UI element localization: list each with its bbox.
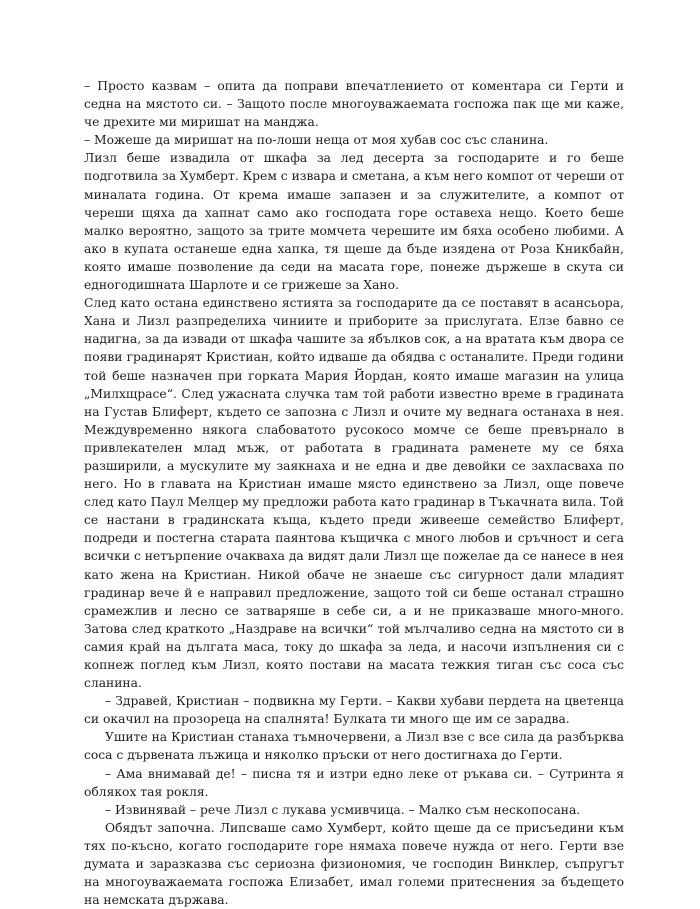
paragraph-8: – Извинявай – рече Лизл с лукава усмивчица. – Малко съм нескопосана.	[105, 802, 581, 817]
paragraph-5: – Здравей, Кристиан – подвикна му Герти. – Какви хубави пердета на цветенца си окачил на прозореца на спалнята! Булката ти много ще им се зарадва.	[84, 694, 624, 727]
paragraph-2: – Можеше да миришат на по-лоши неща от моя хубав сос със сланина.	[84, 133, 549, 148]
paragraph-1: – Просто казвам – опита да поправи впечатлението от коментара си Герти и седна на мястото си. – Защото после многоуважаемата госпожа пак ще ми каже, че дрехите ми миришат на манджа.	[84, 79, 624, 130]
paragraph-3: Лизл беше извадила от шкафа за лед десерта за господарите и го беше подготвила за Хумберт. Крем с извара и сметана, а към него компот от череши от миналата година. От крема имаше запазен и за служителите, а компот от череши щяха да хапнат само ако господата горе оставеха нещо. Което беше малко вероятно, защото за трите момчета черешите им бяха особено любими. А ако в купата останеше една хапка, тя щеше да бъде изядена от Роза Кникбайн, която имаше позволение да седи на масата горе, понеже държеше в скута си едногодишната Шарлоте и се грижеше за Хано.	[84, 151, 625, 293]
paragraph-9: Обядът започна. Липсваше само Хумберт, който щеше да се присъедини към тях по-късно, когато господарите горе нямаха повече нужда от него. Герти взе думата и заразказва със сериозна физиономия, че господин Винклер, съпругът на многоуважаемата госпожа Елизабет, имал големи притеснения за бъдещето на немската държава.	[84, 820, 624, 908]
paragraph-4: След като остана единствено ястията за господарите да се поставят в асансьора, Хана и Лизл разпределиха чиниите и приборите за прислугата. Елзе бавно се надигна, за да извади от шкафа чашите за ябълков сок, а на вратата към двора се появи градинарят Кристиан, който идваше да обядва с останалите. Преди години той беше назначен при горката Мария Йордан, която имаше магазин на улица „Милхщрасе“. След ужасната случка там той работи известно време в градината на Густав Блиферт, където се запозна с Лизл и очите му веднага останаха в нея. Междувременно някога слабоватото русокосо момче се беше превърнало в привлекателен млад мъж, от работата в градината раменете му се бяха разширили, а мускулите му заякнаха и не една и две девойки се захласваха по него. Но в главата на Кристиан имаше място единствено за Лизл, още повече след като Паул Мелцер му предложи работа като градинар в Тъкачната вила. Той се настани в градинската къща, където преди живееше семейство Блиферт, подреди и постегна старата паянтова къщичка с много любов и сръчност и сега всички с нетърпение очакваха да видят дали Лизл ще пожелае да се нанесе в нея като жена на Кристиан. Никой обаче не знаеше със сигурност дали младият градинар вече й е направил предложение, защото той си беше останал страшно срамежлив и лесно се затваряше в себе си, а и не приказваше много-много. Затова след краткото „Наздраве на всички“ той мълчаливо седна на мястото си в самия край на дългата маса, току до шкафа за леда, и насочи изпълнения си с копнеж поглед към Лизл, която постави на масата тежкия тиган със соса със сланина.	[84, 296, 624, 691]
paragraph-7: – Ама внимавай де! – писна тя и изтри едно леке от ръкава си. – Сутринта я облякох тая рокля.	[84, 766, 624, 799]
paragraph-6: Ушите на Кристиан станаха тъмночервени, а Лизл взе с все сила да разбърква соса с дървената лъжица и няколко пръски от него достигнаха до Герти.	[84, 730, 624, 763]
document-page	[84, 77, 624, 909]
